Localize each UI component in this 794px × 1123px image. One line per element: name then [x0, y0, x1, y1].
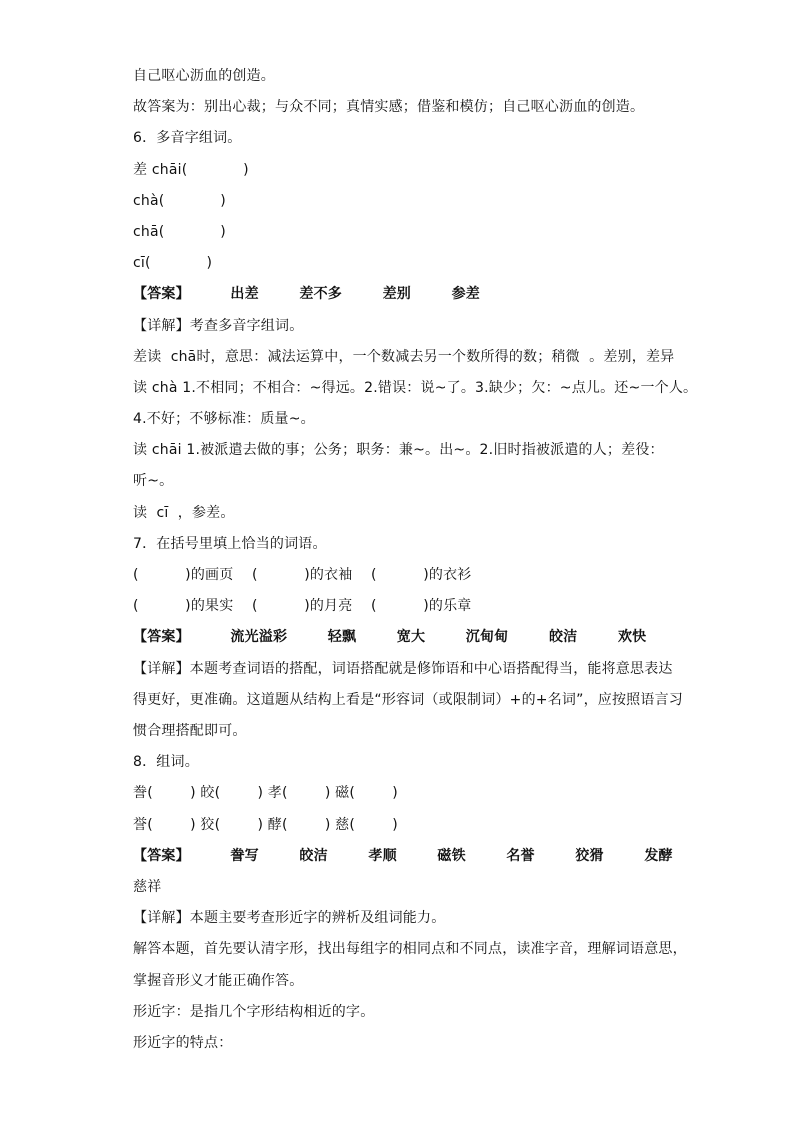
explanation-line: 【详解】考查多音字组词。 [133, 318, 304, 334]
text-line: 形近字的特点： [133, 1035, 233, 1051]
text-line: 读 cī ，参差。 [133, 505, 235, 521]
text-line: 慈祥 [133, 879, 162, 895]
text-line: 自己呕心沥血的创造。 [133, 68, 275, 84]
text-line: 解答本题，首先要认清字形，找出每组字的相同点和不同点，读准字音，理解词语意思， [133, 941, 687, 957]
text-line: ( )的果实 ( )的月亮 ( )的乐章 [133, 598, 472, 614]
text-line: 掌握音形义才能正确作答。 [133, 973, 304, 989]
question-heading: 6．多音字组词。 [133, 130, 242, 146]
text-line: cī( ) [133, 255, 213, 271]
text-line: 读 chà 1.不相同；不相合：~得远。2.错误：说~了。3.缺少；欠：~点儿。还~一个人。 [133, 380, 698, 396]
text-line: 差 chāi( ) [133, 162, 249, 178]
text-line: 誉( ) 狡( ) 酵( ) 慈( ) [133, 817, 398, 833]
question-heading: 7．在括号里填上恰当的词语。 [133, 536, 327, 552]
text-line: 得更好，更准确。这道题从结构上看是“形容词（或限制词）+的+名词”，应按照语言习 [133, 692, 683, 708]
text-line: chà( ) [133, 193, 226, 209]
text-line: chā( ) [133, 224, 226, 240]
text-line: 故答案为：别出心裁；与众不同；真情实感；借鉴和模仿；自己呕心沥血的创造。 [133, 99, 645, 115]
question-heading: 8．组词。 [133, 754, 199, 770]
text-line: 形近字：是指几个字形结构相近的字。 [133, 1004, 375, 1020]
answer-line: 【答案】 流光溢彩 轻飘 宽大 沉甸甸 皎洁 欢快 [133, 629, 647, 645]
text-line: 听~。 [133, 473, 174, 489]
text-line: 惯合理搭配即可。 [133, 723, 247, 739]
answer-line: 【答案】 誊写 皎洁 孝顺 磁铁 名誉 狡猾 发酵 [133, 848, 673, 864]
answer-line: 【答案】 出差 差不多 差别 参差 [133, 286, 480, 302]
explanation-line: 【详解】本题主要考查形近字的辨析及组词能力。 [133, 910, 446, 926]
text-line: ( )的画页 ( )的衣袖 ( )的衣衫 [133, 567, 472, 583]
text-line: 读 chāi 1.被派遣去做的事；公务；职务：兼~。出~。2.旧时指被派遣的人；差役： [133, 442, 664, 458]
explanation-line: 【详解】本题考查词语的搭配，词语搭配就是修饰语和中心语搭配得当，能将意思表达 [133, 661, 673, 677]
text-line: 誊( ) 皎( ) 孝( ) 磁( ) [133, 785, 398, 801]
text-line: 4.不好；不够标准：质量~。 [133, 411, 315, 427]
text-line: 差读 chā时，意思：减法运算中，一个数减去另一个数所得的数；稍微 。差别，差异 [133, 349, 675, 365]
